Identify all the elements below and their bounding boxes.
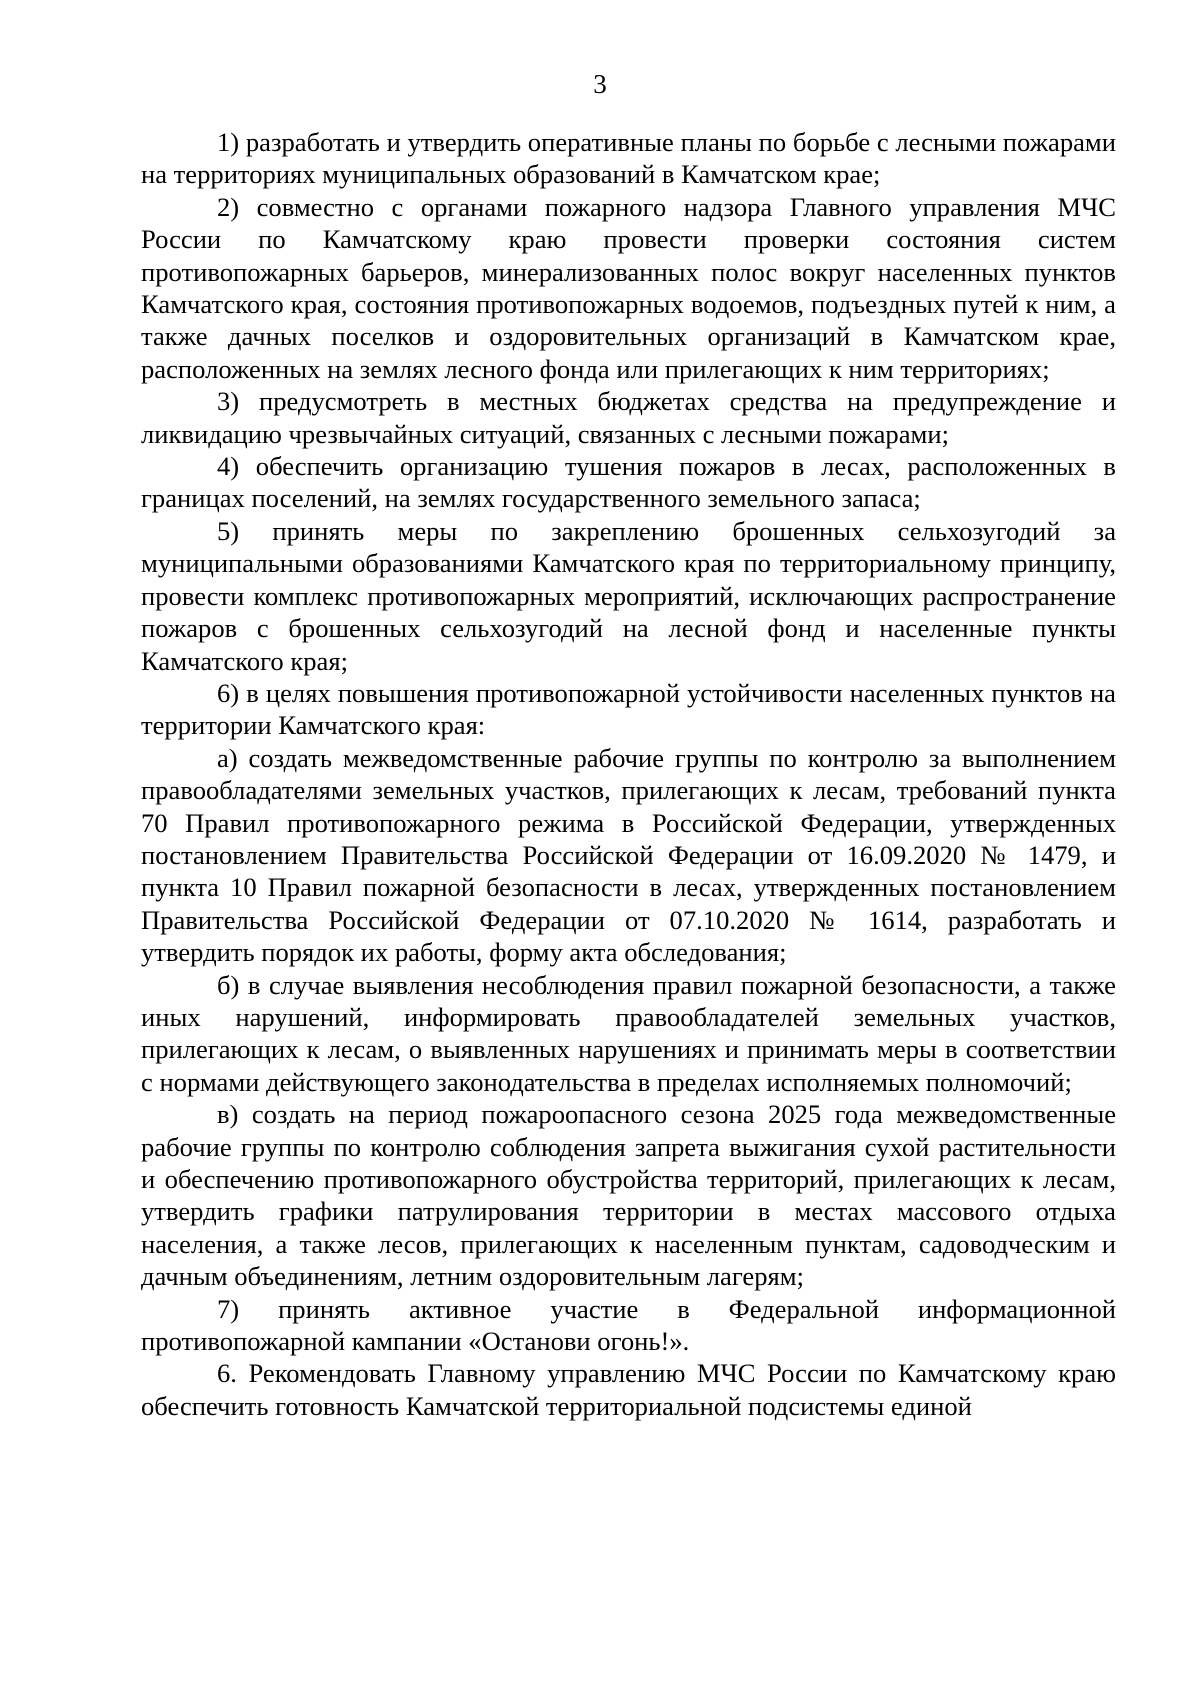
document-body [141, 126, 1116, 1422]
paragraph-item-6: 6) в целях повышения противопожарной устойчивости населенных пунктов на территории Камчатского края: [141, 677, 1116, 741]
paragraph-item-5: 5) принять меры по закреплению брошенных сельхозугодий за муниципальными образованиями Камчатского края по территориальному принципу, провести комплекс противопожарных мероприятий, исключающих распространение пожаров с брошенных сельхозугодий на лесной фонд и населенные пункты Камчатского края; [141, 515, 1116, 676]
paragraph-item-1: 1) разработать и утвердить оперативные планы по борьбе с лесными пожарами на территориях муниципальных образований в Камчатском крае; [141, 127, 1116, 190]
paragraph-section-6: 6. Рекомендовать Главному управлению МЧС России по Камчатскому краю обеспечить готовность Камчатской территориальной подсистемы единой [141, 1358, 1116, 1421]
paragraph-subitem-v: в) создать на период пожароопасного сезона 2025 года межведомственные рабочие группы по контролю соблюдения запрета выжигания сухой растительности и обеспечению противопожарного обустройства территорий, прилегающих к лесам, утвердить графики патрулирования территории в местах массового отдыха населения, а также лесов, прилегающих к населенным пунктам, садоводческим и дачным объединениям, летним оздоровительным лагерям; [141, 1099, 1116, 1292]
paragraph-item-4: 4) обеспечить организацию тушения пожаров в лесах, расположенных в границах поселений, на землях государственного земельного запаса; [141, 451, 1116, 514]
page-number: 3 [593, 69, 607, 99]
paragraph-item-3: 3) предусмотреть в местных бюджетах средства на предупреждение и ликвидацию чрезвычайных ситуаций, связанных с лесными пожарами; [141, 386, 1116, 449]
paragraph-item-7: 7) принять активное участие в Федеральной информационной противопожарной кампании «Останови огонь!». [141, 1293, 1116, 1357]
paragraph-subitem-b: б) в случае выявления несоблюдения правил пожарной безопасности, а также иных нарушений, информировать правообладателей земельных участков, прилегающих к лесам, о выявленных нарушениях и принимать меры в соответствии с нормами действующего законодательства в пределах исполняемых полномочий; [141, 969, 1116, 1097]
paragraph-subitem-a: а) создать межведомственные рабочие группы по контролю за выполнением правообладателями земельных участков, прилегающих к лесам, требований пункта 70 Правил противопожарного режима в Российской Федерации, утвержденных постановлением Правительства Российской Федерации от 16.09.2020 № 1479, и пункта 10 Правил пожарной безопасности в лесах, утвержденных постановлением Правительства Российской Федерации от 07.10.2020 № 1614, разработать и утвердить порядок их работы, форму акта обследования; [141, 742, 1116, 968]
paragraph-item-2: 2) совместно с органами пожарного надзора Главного управления МЧС России по Камчатскому краю провести проверки состояния систем противопожарных барьеров, минерализованных полос вокруг населенных пунктов Камчатского края, состояния противопожарных водоемов, подъездных путей к ним, а также дачных поселков и оздоровительных организаций в Камчатском крае, расположенных на землях лесного фонда или прилегающих к ним территориях; [141, 191, 1116, 384]
